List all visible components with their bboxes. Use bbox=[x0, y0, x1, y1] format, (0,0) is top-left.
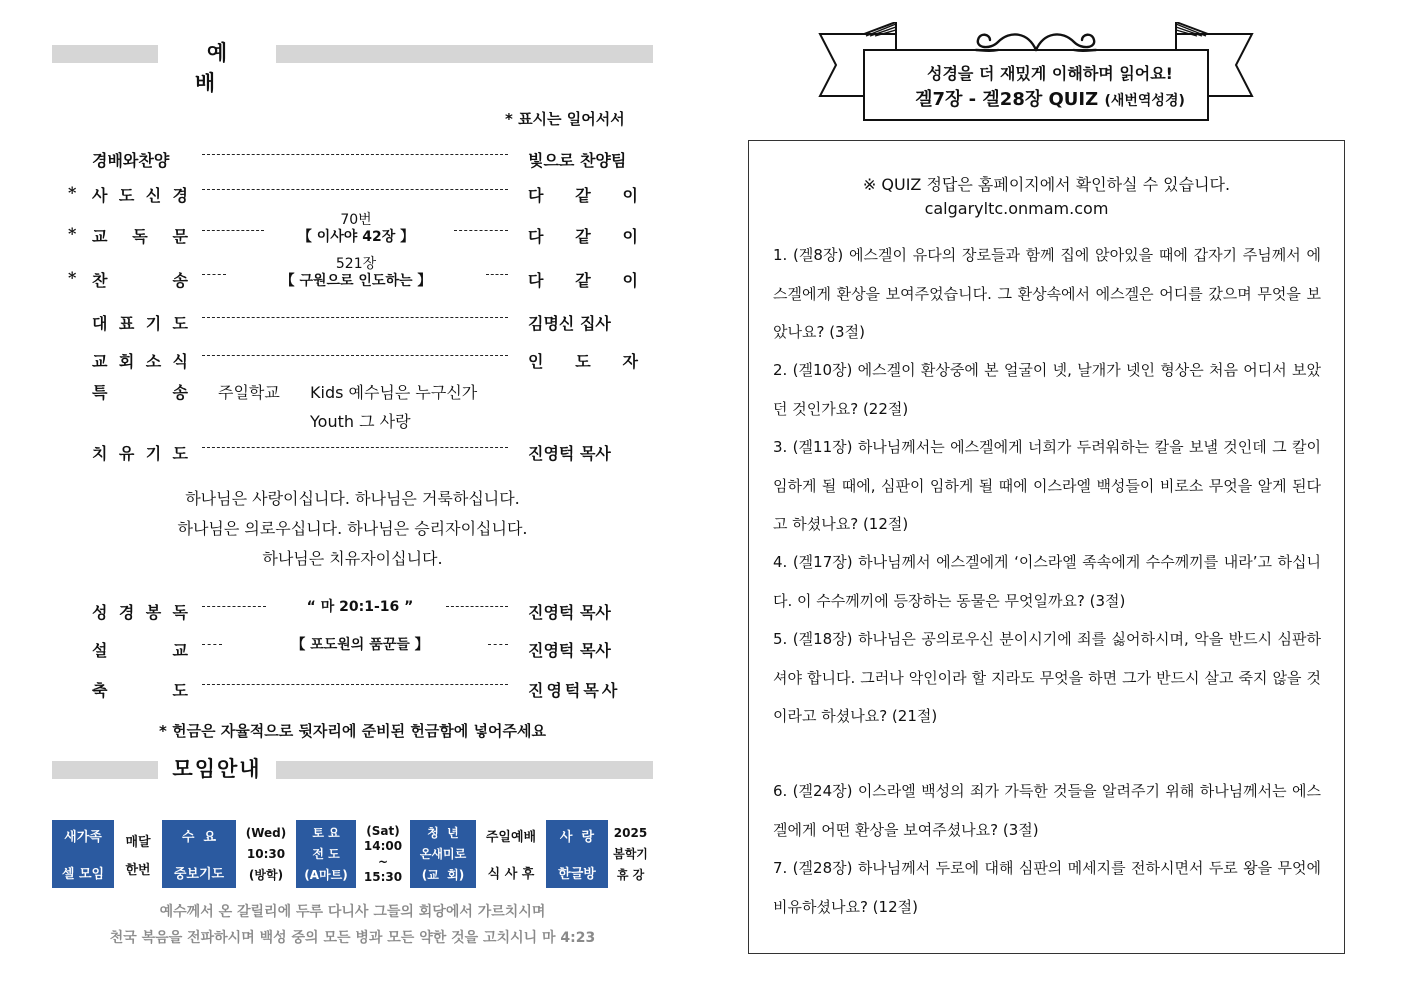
quiz-banner-title: 겔7장 - 겔28장 QUIZ bbox=[915, 89, 1099, 110]
cell-top: (Wed) bbox=[245, 826, 287, 840]
hymn-title: 【 구원으로 인도하는 】 bbox=[280, 273, 432, 289]
order-item-name: 치 유 기 도 bbox=[92, 444, 188, 463]
reading-title: 【 이사야 42장 】 bbox=[297, 229, 415, 245]
quiz-banner-version: (새번역성경) bbox=[1104, 93, 1185, 109]
standing-star: * bbox=[68, 224, 77, 243]
worship-title: 예 배 bbox=[194, 41, 252, 95]
responsive-reading-detail bbox=[270, 212, 442, 246]
special-song-title: Kids 예수님은 누구신가 bbox=[310, 383, 478, 402]
cell-mid: 14:00 bbox=[363, 839, 403, 854]
order-item-name: 특 송 bbox=[92, 383, 188, 402]
header-bar-right bbox=[276, 761, 653, 779]
quiz-box bbox=[748, 140, 1345, 954]
order-item-name: 경배와찬양 bbox=[92, 151, 170, 170]
cell-mid: 전 도 bbox=[312, 847, 340, 861]
order-item-leader: 빛으로 찬양팀 bbox=[528, 151, 627, 170]
special-song-group: 주일학교 bbox=[218, 383, 280, 402]
order-item-leader: 진영턱목사 bbox=[528, 681, 621, 700]
declaration-line: 하나님은 사랑이십니다. 하나님은 거룩하십니다. bbox=[185, 489, 520, 508]
cell-bottom: 한번 bbox=[125, 862, 151, 878]
order-item-name: 교 독 문 bbox=[92, 227, 188, 246]
order-item-leader: 다 같 이 bbox=[528, 186, 638, 205]
footer-verse bbox=[52, 899, 653, 951]
schedule-cell-wed-time bbox=[236, 820, 296, 888]
dash-leader bbox=[202, 189, 508, 190]
dash-leader bbox=[488, 644, 508, 645]
schedule-cell-wednesday bbox=[162, 820, 236, 888]
order-row-hymn bbox=[60, 256, 640, 294]
quiz-banner-text bbox=[866, 62, 1234, 115]
cell-mid: 온새미로 bbox=[419, 847, 467, 861]
cell-top: 매달 bbox=[125, 834, 151, 850]
order-item-leader: 다 같 이 bbox=[528, 271, 638, 290]
order-item-leader: 인 도 자 bbox=[528, 352, 638, 371]
order-row-creed bbox=[60, 181, 640, 209]
scripture-text: “ 마 20:1-16 ” bbox=[306, 599, 414, 615]
dash-leader bbox=[202, 684, 508, 685]
cell-bottom: 15:30 bbox=[363, 869, 403, 884]
cell-bottom: (방학) bbox=[248, 868, 284, 882]
dash-leader bbox=[202, 644, 222, 645]
reading-number: 70번 bbox=[340, 212, 372, 228]
schedule-cell-monthly bbox=[114, 820, 162, 888]
order-item-leader: 진영턱 목사 bbox=[528, 641, 611, 660]
order-item-name: 축 도 bbox=[92, 681, 188, 700]
schedule-cell-youth bbox=[410, 820, 476, 888]
order-row-prayer bbox=[60, 309, 640, 337]
order-item-name: 찬 송 bbox=[92, 271, 188, 290]
quiz-question: 1. (겔8장) 에스겔이 유다의 장로들과 함께 집에 앉아있을 때에 갑자기 주님께서 에스겔에게 환상을 보여주었습니다. 그 환상속에서 에스겔은 어디를 갔으며 무엇을 보았나요? (3절) bbox=[773, 246, 1321, 341]
cell-bottom: (교 회) bbox=[421, 868, 465, 882]
quiz-question: 2. (겔10장) 에스겔이 환상중에 본 얼굴이 넷, 날개가 넷인 형상은 처음 어디서 보았던 것인가요? (22절) bbox=[773, 361, 1321, 418]
cell-top: 청 년 bbox=[427, 826, 459, 840]
order-row-announcements bbox=[60, 347, 640, 375]
dash-leader bbox=[202, 230, 264, 231]
order-item-leader: 진영턱 목사 bbox=[528, 444, 611, 463]
schedule-cell-newcomer bbox=[52, 820, 114, 888]
cell-mid: 봄학기 bbox=[613, 847, 648, 861]
dash-leader bbox=[446, 606, 508, 607]
cell-top: 토 요 bbox=[312, 826, 340, 840]
schedule-cell-korean-class bbox=[546, 820, 608, 888]
sermon-title bbox=[270, 636, 450, 654]
cell-bottom: 식 사 후 bbox=[487, 867, 535, 882]
quiz-homepage-url: calgaryltc.onmam.com bbox=[924, 199, 1109, 218]
cell-bottom: 셀 모임 bbox=[61, 867, 105, 882]
cell-mid: 10:30 bbox=[246, 847, 286, 861]
quiz-answer-note bbox=[749, 173, 1344, 221]
cell-top: 수 요 bbox=[181, 830, 217, 845]
declaration-line: 하나님은 치유자이십니다. bbox=[262, 549, 443, 568]
order-row-sermon bbox=[60, 636, 640, 664]
dash-leader bbox=[202, 606, 266, 607]
hymn-detail bbox=[260, 256, 452, 290]
dash-leader bbox=[486, 274, 508, 275]
dash-leader bbox=[202, 355, 508, 356]
dash-leader bbox=[202, 274, 226, 275]
order-row-praise bbox=[60, 146, 640, 174]
declaration-line: 하나님은 의로우십니다. 하나님은 승리자이십니다. bbox=[177, 519, 528, 538]
order-item-leader: 다 같 이 bbox=[528, 227, 638, 246]
footer-verse-line: 천국 복음을 전파하시며 백성 중의 모든 병과 모든 약한 것을 고치시니 마 4:23 bbox=[109, 930, 596, 946]
order-item-name: 대 표 기 도 bbox=[92, 314, 188, 333]
cell-top: 사 랑 bbox=[559, 830, 595, 845]
quiz-note-text: ※ QUIZ 정답은 홈페이지에서 확인하실 수 있습니다. bbox=[862, 175, 1231, 194]
meetings-section-header bbox=[52, 757, 653, 781]
cell-top: (Sat) bbox=[366, 824, 400, 838]
dash-leader bbox=[202, 154, 508, 155]
quiz-question: 5. (겔18장) 하나님은 공의로우신 분이시기에 죄를 싫어하시며, 악을 반드시 심판하셔야 합니다. 그러나 악인이라 할 지라도 무엇을 하면 그가 반드시 살고 죽지 않을 것이라고 하셨나요? (21절) bbox=[773, 630, 1321, 725]
order-row-healing-prayer bbox=[60, 439, 640, 467]
dash-leader bbox=[454, 230, 508, 231]
order-item-leader: 김명신 집사 bbox=[528, 314, 611, 333]
header-bar-right bbox=[276, 45, 653, 63]
cell-bottom: 한글방 bbox=[558, 867, 596, 882]
scripture-reference bbox=[276, 598, 444, 616]
dash-leader bbox=[202, 447, 508, 448]
cell-bottom: (A마트) bbox=[304, 868, 348, 882]
cell-bottom: 휴 강 bbox=[616, 868, 645, 882]
schedule-cell-sat-time bbox=[356, 820, 410, 888]
order-item-name: 교 회 소 식 bbox=[92, 352, 188, 371]
dash-leader bbox=[202, 317, 508, 318]
order-row-responsive-reading bbox=[60, 212, 640, 250]
hymn-number: 521장 bbox=[335, 256, 377, 272]
standing-note: * 표시는 일어서서 bbox=[505, 110, 625, 128]
schedule-cell-saturday bbox=[296, 820, 356, 888]
header-bar-left bbox=[52, 761, 158, 779]
meeting-schedule bbox=[52, 820, 653, 888]
order-item-name: 설 교 bbox=[92, 641, 188, 660]
worship-section-header bbox=[52, 41, 653, 95]
header-bar-left bbox=[52, 45, 158, 63]
order-item-name: 성 경 봉 독 bbox=[92, 603, 188, 622]
cell-top: 주일예배 bbox=[485, 830, 537, 845]
quiz-banner-line-2 bbox=[866, 86, 1234, 115]
order-row-benediction bbox=[60, 676, 640, 704]
schedule-cell-sunday-meal bbox=[476, 820, 546, 888]
cell-bottom: 중보기도 bbox=[173, 867, 225, 882]
cell-top: 새가족 bbox=[64, 830, 102, 845]
quiz-question: 3. (겔11장) 하나님께서는 에스겔에게 너희가 두려워하는 칼을 보낼 것인데 그 칼이 임하게 될 때에, 심판이 임하게 될 때에 이스라엘 백성들이 비로소 무엇을 알게 된다고 하셨나요? (12절) bbox=[773, 438, 1321, 533]
quiz-question: 4. (겔17장) 하나님께서 에스겔에게 ‘이스라엘 족속에게 수수께끼를 내라’고 하십니다. 이 수수께끼에 등장하는 동물은 무엇일까요? (3절) bbox=[773, 553, 1321, 610]
standing-star: * bbox=[68, 268, 77, 287]
schedule-cell-spring-break bbox=[608, 820, 653, 888]
special-song-title: Youth 그 사랑 bbox=[310, 412, 411, 431]
declaration-block bbox=[52, 484, 653, 574]
order-row-scripture bbox=[60, 598, 640, 626]
order-item-leader: 진영턱 목사 bbox=[528, 603, 611, 622]
cell-top: 2025 bbox=[613, 826, 648, 840]
meetings-title: 모임안내 bbox=[172, 757, 262, 781]
quiz-banner-line-1: 성경을 더 재밌게 이해하며 읽어요! bbox=[927, 64, 1173, 83]
cell-mid: ~ bbox=[377, 854, 389, 869]
quiz-question: 7. (겔28장) 하나님께서 두로에 대해 심판의 메세지를 전하시면서 두로 왕을 무엇에 비유하셨나요? (12절) bbox=[773, 859, 1321, 916]
sermon-title-text: 【 포도원의 품꾼들 】 bbox=[291, 637, 429, 653]
offering-note: * 헌금은 자율적으로 뒷자리에 준비된 헌금함에 넣어주세요 bbox=[159, 722, 546, 740]
order-item-name: 사 도 신 경 bbox=[92, 186, 188, 205]
quiz-question: 6. (겔24장) 이스라엘 백성의 죄가 가득한 것들을 알려주기 위해 하나님께서는 에스겔에게 어떤 환상을 보여주셨나요? (3절) bbox=[773, 782, 1321, 839]
standing-star: * bbox=[68, 183, 77, 202]
footer-verse-line: 예수께서 온 갈릴리에 두루 다니사 그들의 회당에서 가르치시며 bbox=[159, 904, 546, 920]
